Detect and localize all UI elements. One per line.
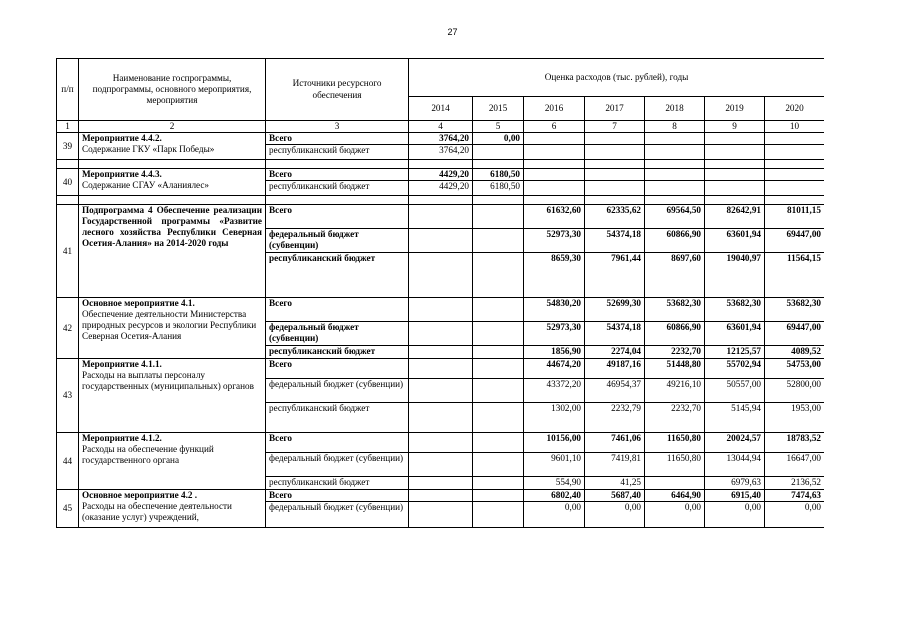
value-cell: 2274,04: [585, 346, 645, 359]
funding-source: республиканский бюджет: [266, 253, 409, 298]
value-cell: [524, 145, 585, 160]
spacer-cell: [57, 196, 79, 205]
value-cell: [409, 253, 473, 298]
funding-source: Всего: [266, 169, 409, 181]
value-cell: 7474,63: [765, 490, 825, 502]
spacer-cell: [585, 160, 645, 169]
spacer-cell: [645, 196, 705, 205]
row-number: 42: [57, 298, 79, 359]
value-cell: 60866,90: [645, 229, 705, 253]
value-cell: [765, 169, 825, 181]
value-cell: [585, 133, 645, 145]
value-cell: [473, 490, 524, 502]
spacer-cell: [765, 160, 825, 169]
value-cell: [705, 133, 765, 145]
year-header: 2014: [409, 97, 473, 121]
spacer-cell: [705, 160, 765, 169]
value-cell: 52973,30: [524, 322, 585, 346]
spacer-cell: [473, 160, 524, 169]
value-cell: 11564,15: [765, 253, 825, 298]
value-cell: 2232,70: [645, 346, 705, 359]
value-cell: 60866,90: [645, 322, 705, 346]
value-cell: 44674,20: [524, 359, 585, 379]
spacer-cell: [524, 160, 585, 169]
value-cell: [409, 502, 473, 528]
value-cell: 7961,44: [585, 253, 645, 298]
value-cell: [409, 322, 473, 346]
col-costs-header: Оценка расходов (тыс. рублей), годы: [409, 59, 825, 97]
value-cell: 554,90: [524, 477, 585, 490]
column-index-cell: 6: [524, 121, 585, 133]
row-name-cell: [79, 359, 266, 433]
spacer-cell: [79, 160, 266, 169]
value-cell: [409, 453, 473, 477]
row-name-title: Мероприятие 4.1.2.: [82, 433, 162, 444]
col-number-header: п/п: [57, 59, 79, 121]
value-cell: 6464,90: [645, 490, 705, 502]
value-cell: 2232,70: [645, 403, 705, 433]
value-cell: 4089,52: [765, 346, 825, 359]
spacer-cell: [79, 196, 266, 205]
value-cell: [645, 133, 705, 145]
row-name-body: Расходы на обеспечение деятельности (оказание услуг) учреждений,: [82, 501, 232, 523]
page-number: 27: [447, 27, 458, 37]
value-cell: 18783,52: [765, 433, 825, 453]
value-cell: [585, 169, 645, 181]
value-cell: 0,00: [585, 502, 645, 528]
value-cell: [645, 181, 705, 196]
value-cell: 12125,57: [705, 346, 765, 359]
value-cell: [473, 205, 524, 229]
value-cell: 1856,90: [524, 346, 585, 359]
column-index-cell: 8: [645, 121, 705, 133]
funding-source: республиканский бюджет: [266, 181, 409, 196]
value-cell: 6180,50: [473, 169, 524, 181]
value-cell: 6979,63: [705, 477, 765, 490]
spacer-cell: [585, 196, 645, 205]
funding-source: республиканский бюджет: [266, 145, 409, 160]
row-number: 43: [57, 359, 79, 433]
column-index-cell: 2: [79, 121, 266, 133]
row-name-title: Подпрограмма 4 Обеспечение реализации Государственной программы «Развитие лесного хозяйства Республики Северная Осетия-Алания» на 2014-2020 годы: [82, 205, 262, 249]
year-header: 2020: [765, 97, 825, 121]
budget-table: [56, 58, 824, 528]
spacer-row: [57, 196, 825, 205]
spacer-cell: [266, 160, 409, 169]
funding-source: республиканский бюджет: [266, 477, 409, 490]
value-cell: [705, 145, 765, 160]
funding-source: федеральный бюджет (субвенции): [266, 453, 409, 477]
value-cell: 2136,52: [765, 477, 825, 490]
year-header: 2019: [705, 97, 765, 121]
value-cell: [645, 477, 705, 490]
value-cell: 0,00: [524, 502, 585, 528]
value-cell: 81011,15: [765, 205, 825, 229]
value-cell: [705, 169, 765, 181]
row-name-title: Основное мероприятие 4.1.: [82, 298, 195, 309]
row-number: 39: [57, 133, 79, 160]
value-cell: 5145,94: [705, 403, 765, 433]
row-name-cell: [79, 133, 266, 160]
value-cell: [409, 346, 473, 359]
row-name-body: Содержание СГАУ «Аланиялес»: [82, 180, 210, 191]
row-name-title: Мероприятие 4.4.2.: [82, 133, 162, 144]
value-cell: 69447,00: [765, 229, 825, 253]
value-cell: 0,00: [765, 502, 825, 528]
value-cell: [765, 181, 825, 196]
value-cell: [524, 181, 585, 196]
table-row: [57, 133, 825, 145]
spacer-cell: [409, 160, 473, 169]
value-cell: 51448,80: [645, 359, 705, 379]
value-cell: 46954,37: [585, 379, 645, 403]
value-cell: 63601,94: [705, 322, 765, 346]
row-name-title: Мероприятие 4.1.1.: [82, 359, 162, 370]
value-cell: [585, 145, 645, 160]
value-cell: [765, 133, 825, 145]
value-cell: 49187,16: [585, 359, 645, 379]
value-cell: 1953,00: [765, 403, 825, 433]
row-name-cell: [79, 205, 266, 298]
funding-source: республиканский бюджет: [266, 403, 409, 433]
table-row: [57, 298, 825, 322]
value-cell: [473, 502, 524, 528]
value-cell: [524, 133, 585, 145]
value-cell: 54830,20: [524, 298, 585, 322]
funding-source: Всего: [266, 490, 409, 502]
value-cell: 52699,30: [585, 298, 645, 322]
value-cell: [409, 229, 473, 253]
value-cell: [409, 433, 473, 453]
value-cell: 2232,79: [585, 403, 645, 433]
table-row: [57, 359, 825, 379]
table-row: [57, 490, 825, 502]
funding-source: федеральный бюджет (субвенции): [266, 322, 409, 346]
value-cell: [409, 379, 473, 403]
value-cell: 11650,80: [645, 453, 705, 477]
year-header: 2015: [473, 97, 524, 121]
funding-source: Всего: [266, 133, 409, 145]
spacer-cell: [473, 196, 524, 205]
funding-source: Всего: [266, 359, 409, 379]
value-cell: 53682,30: [705, 298, 765, 322]
value-cell: 13044,94: [705, 453, 765, 477]
value-cell: [409, 403, 473, 433]
value-cell: 19040,97: [705, 253, 765, 298]
spacer-row: [57, 160, 825, 169]
value-cell: [409, 359, 473, 379]
value-cell: [473, 298, 524, 322]
row-name-title: Мероприятие 4.4.3.: [82, 169, 162, 180]
value-cell: 54374,18: [585, 229, 645, 253]
value-cell: 1302,00: [524, 403, 585, 433]
value-cell: [473, 403, 524, 433]
value-cell: [409, 477, 473, 490]
col-name-header: Наименование госпрограммы, подпрограммы, основного мероприятия, мероприятия: [79, 59, 266, 121]
column-index-cell: 9: [705, 121, 765, 133]
value-cell: 6180,50: [473, 181, 524, 196]
value-cell: 0,00: [705, 502, 765, 528]
value-cell: 16647,00: [765, 453, 825, 477]
spacer-cell: [645, 160, 705, 169]
value-cell: [645, 145, 705, 160]
value-cell: [473, 477, 524, 490]
year-header: 2016: [524, 97, 585, 121]
value-cell: 7461,06: [585, 433, 645, 453]
value-cell: [765, 145, 825, 160]
value-cell: 0,00: [473, 133, 524, 145]
row-name-cell: [79, 169, 266, 196]
spacer-cell: [266, 196, 409, 205]
row-number: 44: [57, 433, 79, 490]
table-row: [57, 205, 825, 229]
table-row: [57, 169, 825, 181]
row-name-cell: [79, 490, 266, 528]
row-name-cell: [79, 433, 266, 490]
column-index-cell: 5: [473, 121, 524, 133]
value-cell: [473, 229, 524, 253]
column-index-cell: 3: [266, 121, 409, 133]
value-cell: 3764,20: [409, 145, 473, 160]
column-index-cell: 4: [409, 121, 473, 133]
spacer-cell: [705, 196, 765, 205]
value-cell: [473, 379, 524, 403]
value-cell: 54374,18: [585, 322, 645, 346]
value-cell: 54753,00: [765, 359, 825, 379]
row-name-body: Расходы на обеспечение функций государственного органа: [82, 444, 214, 466]
row-number: 40: [57, 169, 79, 196]
value-cell: 0,00: [645, 502, 705, 528]
value-cell: [473, 453, 524, 477]
value-cell: 11650,80: [645, 433, 705, 453]
value-cell: 52973,30: [524, 229, 585, 253]
spacer-cell: [409, 196, 473, 205]
value-cell: [473, 346, 524, 359]
value-cell: 8697,60: [645, 253, 705, 298]
value-cell: [524, 169, 585, 181]
value-cell: 82642,91: [705, 205, 765, 229]
value-cell: [473, 253, 524, 298]
funding-source: Всего: [266, 433, 409, 453]
column-index-cell: 1: [57, 121, 79, 133]
row-number: 41: [57, 205, 79, 298]
funding-source: федеральный бюджет (субвенции): [266, 379, 409, 403]
col-source-header: Источники ресурсного обеспечения: [266, 59, 409, 121]
value-cell: 10156,00: [524, 433, 585, 453]
value-cell: 4429,20: [409, 169, 473, 181]
value-cell: 61632,60: [524, 205, 585, 229]
year-header: 2018: [645, 97, 705, 121]
value-cell: [409, 490, 473, 502]
value-cell: 41,25: [585, 477, 645, 490]
row-name-body: Содержание ГКУ «Парк Победы»: [82, 144, 215, 155]
table-row: [57, 433, 825, 453]
value-cell: [473, 145, 524, 160]
value-cell: [473, 433, 524, 453]
value-cell: [409, 298, 473, 322]
value-cell: 6802,40: [524, 490, 585, 502]
value-cell: [645, 169, 705, 181]
row-name-body: Обеспечение деятельности Министерства природных ресурсов и экологии Республики Северная Осетия-Алания: [82, 309, 257, 342]
value-cell: 43372,20: [524, 379, 585, 403]
row-number: 45: [57, 490, 79, 528]
value-cell: 53682,30: [645, 298, 705, 322]
value-cell: [585, 181, 645, 196]
value-cell: 6915,40: [705, 490, 765, 502]
value-cell: 50557,00: [705, 379, 765, 403]
year-header: 2017: [585, 97, 645, 121]
row-name-body: Расходы на выплаты персоналу государственных (муниципальных) органов: [82, 370, 254, 392]
value-cell: 69447,00: [765, 322, 825, 346]
funding-source: Всего: [266, 205, 409, 229]
funding-source: федеральный бюджет (субвенции): [266, 229, 409, 253]
value-cell: 9601,10: [524, 453, 585, 477]
value-cell: 49216,10: [645, 379, 705, 403]
value-cell: [473, 322, 524, 346]
column-index-cell: 10: [765, 121, 825, 133]
value-cell: 69564,50: [645, 205, 705, 229]
value-cell: 5687,40: [585, 490, 645, 502]
value-cell: [473, 359, 524, 379]
value-cell: 55702,94: [705, 359, 765, 379]
row-name-cell: [79, 298, 266, 359]
value-cell: 8659,30: [524, 253, 585, 298]
value-cell: 52800,00: [765, 379, 825, 403]
spacer-cell: [524, 196, 585, 205]
value-cell: [409, 205, 473, 229]
value-cell: 62335,62: [585, 205, 645, 229]
value-cell: [705, 181, 765, 196]
funding-source: федеральный бюджет (субвенции): [266, 502, 409, 528]
value-cell: 3764,20: [409, 133, 473, 145]
row-name-title: Основное мероприятие 4.2 .: [82, 490, 198, 501]
column-index-cell: 7: [585, 121, 645, 133]
budget-table-container: [56, 58, 824, 577]
funding-source: республиканский бюджет: [266, 346, 409, 359]
value-cell: 53682,30: [765, 298, 825, 322]
value-cell: 63601,94: [705, 229, 765, 253]
value-cell: 7419,81: [585, 453, 645, 477]
value-cell: 20024,57: [705, 433, 765, 453]
spacer-cell: [57, 160, 79, 169]
spacer-cell: [765, 196, 825, 205]
value-cell: 4429,20: [409, 181, 473, 196]
funding-source: Всего: [266, 298, 409, 322]
